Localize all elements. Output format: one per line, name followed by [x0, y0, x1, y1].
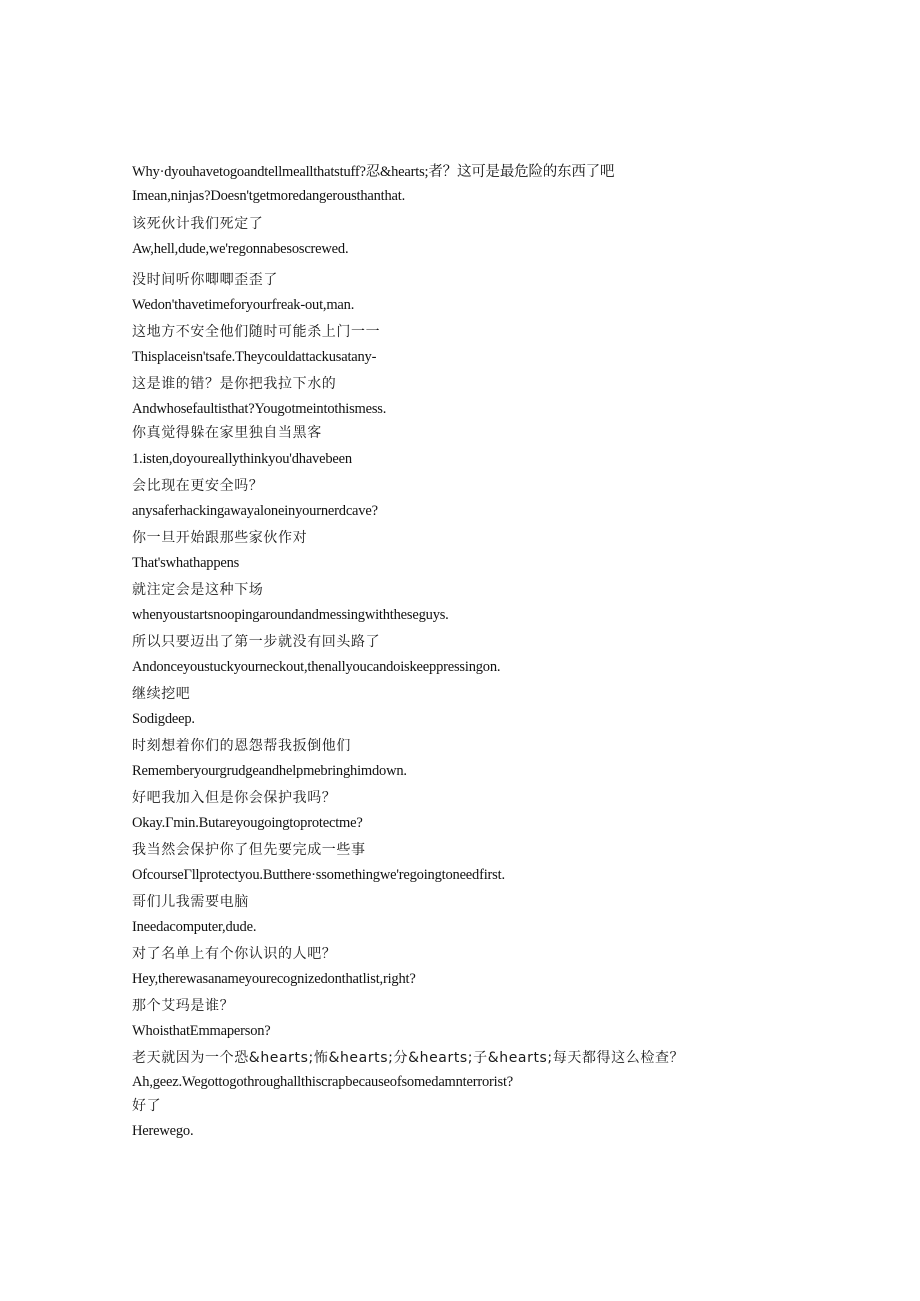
- text-line: Hey,therewasanameyourecognizedonthatlist,right?: [132, 971, 416, 987]
- text-line: Aw,hell,dude,we'regonnabesoscrewed.: [132, 241, 349, 257]
- text-line: 就注定会是这种下场: [132, 582, 264, 598]
- text-line: 会比现在更安全吗？: [132, 478, 264, 494]
- text-line: whenyoustartsnoopingaroundandmessingwiththeseguys.: [132, 607, 449, 623]
- text-line: 老天就因为一个恐&hearts;怖&hearts;分&hearts;子&hearts;每天都得这么检查？: [132, 1050, 685, 1066]
- text-line: Andwhosefaultisthat?Yougotmeintothismess.: [132, 401, 387, 417]
- text-line: Wedon'thavetimeforyourfreak-out,man.: [132, 297, 355, 313]
- text-line: 好吧我加入但是你会保护我吗？: [132, 790, 337, 806]
- text-line: Ah,geez.Wegottogothroughallthiscrapbecauseofsomedamnterrorist?: [132, 1074, 514, 1090]
- text-line: 这地方不安全他们随时可能杀上门一一: [132, 324, 381, 340]
- text-line: 1.isten,doyoureallythinkyou'dhavebeen: [132, 451, 352, 467]
- text-line: 你一旦开始跟那些家伙作对: [132, 530, 308, 546]
- text-line: Herewego.: [132, 1123, 194, 1139]
- text-line: Rememberyourgrudgeandhelpmebringhimdown.: [132, 763, 407, 779]
- text-line: 我当然会保护你了但先要完成一些事: [132, 842, 366, 858]
- text-line: 继续挖吧: [132, 686, 191, 702]
- text-line: 没时间听你唧唧歪歪了: [132, 272, 278, 288]
- text-line: 该死伙计我们死定了: [132, 216, 264, 232]
- text-line: 这是谁的错？是你把我拉下水的: [132, 376, 337, 392]
- text-line: Thisplaceisn'tsafe.Theycouldattackusatany-: [132, 349, 377, 365]
- text-line: 你真觉得躲在家里独自当黑客: [132, 425, 322, 441]
- text-line: Sodigdeep.: [132, 711, 195, 727]
- text-line: 那个艾玛是谁？: [132, 998, 235, 1014]
- text-line: Okay.Γmin.Butareyougoingtoprotectme?: [132, 815, 363, 831]
- text-line: Why·dyouhavetogoandtellmeallthatstuff?忍&hearts;者？这可是最危险的东西了吧: [132, 164, 615, 180]
- text-line: Imean,ninjas?Doesn'tgetmoredangerousthanthat.: [132, 188, 406, 204]
- text-line: OfcourseΓllprotectyou.Butthere·ssomethingwe'regoingtoneedfirst.: [132, 867, 505, 883]
- text-line: WhoisthatEmmaperson?: [132, 1023, 271, 1039]
- text-line: 时刻想着你们的恩怨帮我扳倒他们: [132, 738, 351, 754]
- text-line: 好了: [132, 1098, 162, 1114]
- text-line: anysaferhackingawayaloneinyournerdcave?: [132, 503, 378, 519]
- text-line: 对了名单上有个你认识的人吧？: [132, 946, 337, 962]
- text-line: 所以只要迈出了第一步就没有回头路了: [132, 634, 381, 650]
- text-line: Andonceyoustuckyourneckout,thenallyoucandoiskeeppressingon.: [132, 659, 501, 675]
- text-line: 哥们儿我需要电脑: [132, 894, 249, 910]
- text-line: That'swhathappens: [132, 555, 240, 571]
- text-line: Ineedacomputer,dude.: [132, 919, 257, 935]
